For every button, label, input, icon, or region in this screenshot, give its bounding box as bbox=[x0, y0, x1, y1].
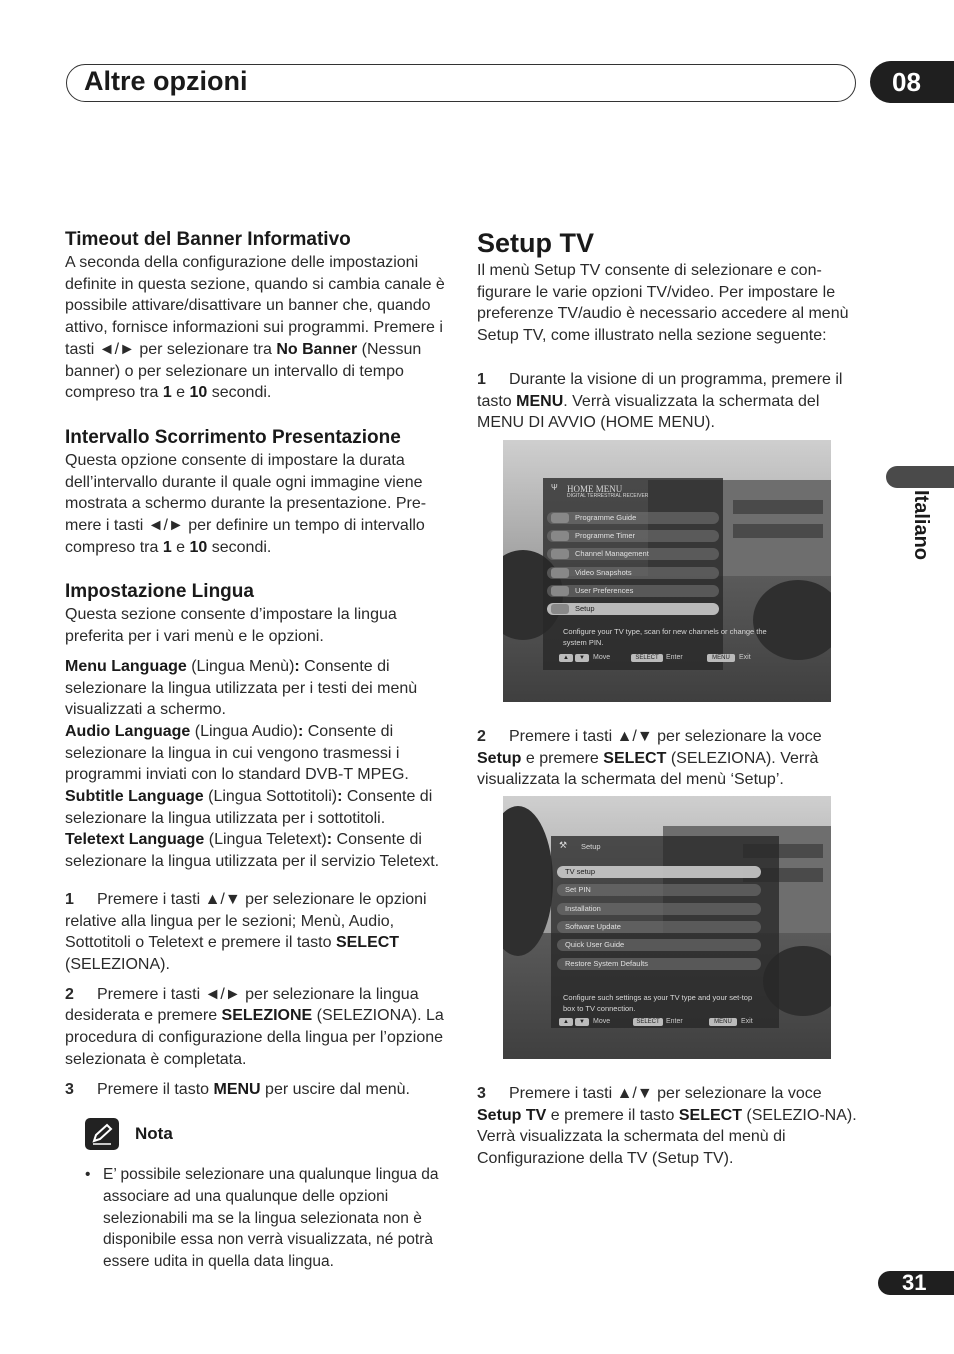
menu-item-user-preferences[interactable]: User Preferences bbox=[547, 585, 719, 597]
section-title-slideshow-interval: Intervallo Scorrimento Presentazione bbox=[65, 426, 401, 448]
language-side-label: Italiano bbox=[910, 490, 932, 561]
note-label: Nota bbox=[135, 1124, 173, 1144]
subtitle-language-item: Subtitle Language (Lingua Sottotitoli): Consente di selezionare la lingua utilizzata per i sottotitoli. bbox=[65, 788, 433, 827]
user-icon bbox=[551, 586, 569, 596]
menu-language-item: Menu Language (Lingua Menù): Consente di selezionare la lingua utilizzata per i testi dei menù visualizzati a schermo. bbox=[65, 657, 418, 719]
snapshot-icon bbox=[551, 568, 569, 578]
setup-icon bbox=[551, 604, 569, 614]
menu-item-programme-timer[interactable]: Programme Timer bbox=[547, 530, 719, 542]
language-step-2: 2 Premere i tasti ◄/► per selezionare la lingua desiderata e premere SELEZIONE (SELEZIONA). La procedura di configurazione della lingua per l’opzione selezionata è completata. bbox=[65, 985, 444, 1068]
note-pencil-icon bbox=[85, 1118, 119, 1150]
building-window bbox=[733, 524, 823, 538]
teletext-language-item: Teletext Language (Lingua Teletext): Consente di selezionare la lingua utilizzata per il servizio Teletext. bbox=[65, 831, 440, 871]
select-key: SELECT bbox=[631, 654, 663, 662]
section-title-language: Impostazione Lingua bbox=[65, 581, 254, 603]
page-title: Altre opzioni bbox=[84, 66, 248, 96]
note-header bbox=[65, 1116, 450, 1160]
setup-item-software-update[interactable]: Software Update bbox=[557, 921, 761, 933]
home-menu-title: HOME MENU bbox=[567, 484, 623, 494]
exit-label: Exit bbox=[741, 1018, 753, 1025]
section-title-setup-tv: Setup TV bbox=[477, 228, 595, 258]
down-key-icon: ▼ bbox=[575, 1018, 589, 1026]
home-menu-subtitle: DIGITAL TERRESTRIAL RECEIVER bbox=[567, 493, 649, 499]
audio-language-item: Audio Language (Lingua Audio): Consente di selezionare la lingua in cui vengono trasmessi i programmi inviati con lo standard DVB-T MPEG. bbox=[65, 722, 409, 784]
building-window bbox=[733, 500, 823, 514]
section-title-banner-timeout: Timeout del Banner Informativo bbox=[65, 229, 351, 250]
language-step-3: 3 Premere il tasto MENU per uscire dal menù. bbox=[65, 1080, 410, 1098]
left-column bbox=[65, 228, 450, 1273]
language-intro: Questa sezione consente d’impostare la lingua preferita per i vari menù e le opzioni. bbox=[65, 606, 397, 646]
banner-timeout-text: A seconda della configurazione delle impostazioni definite in questa sezione, quando si cambia canale è possibile attivare/disattivare un banner che, quando attivo, fornisce informazioni sui programmi. Premere i tasti ◄/► per selezionare tra No Banner (Nessun banner) o per selezionare un intervallo di tempo compreso tra 1 e 10 secondi. bbox=[65, 254, 445, 402]
menu-key: MENU bbox=[707, 654, 735, 662]
bullet-dot-icon: • bbox=[85, 1166, 91, 1184]
move-label: Move bbox=[593, 654, 611, 661]
up-key-icon: ▲ bbox=[559, 1018, 573, 1026]
up-key-icon: ▲ bbox=[559, 654, 573, 662]
enter-label: Enter bbox=[666, 1018, 683, 1025]
setup-item-restore-defaults[interactable]: Restore System Defaults bbox=[557, 958, 761, 970]
menu-item-video-snapshots[interactable]: Video Snapshots bbox=[547, 567, 719, 579]
setup-step-1: 1 Durante la visione di un programma, premere il tasto MENU. Verrà visualizzata la schermata del MENU DI AVVIO (HOME MENU). bbox=[477, 370, 843, 432]
home-menu-help-text: Configure your TV type, scan for new channels or change the system PIN. bbox=[563, 627, 767, 647]
setup-menu-screenshot bbox=[503, 796, 831, 1059]
select-key: SELECT bbox=[633, 1018, 663, 1026]
setup-step-2: 2 Premere i tasti ▲/▼ per selezionare la voce Setup e premere SELECT (SELEZIONA). Verrà visualizzata la schermata del menù ‘Setup’. bbox=[477, 728, 822, 789]
enter-label: Enter bbox=[666, 654, 683, 661]
setup-item-set-pin[interactable]: Set PIN bbox=[557, 884, 761, 896]
note-bullet: • E’ possibile selezionare una qualunque lingua da associare ad una qualunque delle opzioni selezionabili ma se la lingua selezionata non è disponibile essa non verrà visualizzata, né potrà essere udita in quella data lingua. bbox=[85, 1166, 439, 1271]
timer-icon bbox=[551, 531, 569, 541]
screen-logo-icon: Ψ bbox=[551, 483, 558, 492]
chapter-number-badge: 08 bbox=[870, 61, 954, 103]
setup-step-3: 3 Premere i tasti ▲/▼ per selezionare la voce Setup TV e premere il tasto SELECT (SELEZIO-NA). Verrà visualizzata la schermata del menù di Configurazione della TV (Setup TV). bbox=[477, 1085, 857, 1168]
right-column bbox=[477, 226, 857, 434]
setup-item-quick-user-guide[interactable]: Quick User Guide bbox=[557, 939, 761, 951]
move-label: Move bbox=[593, 1018, 611, 1025]
setup-item-tv-setup[interactable]: TV setup bbox=[557, 866, 761, 878]
setup-help-text: Configure such settings as your TV type and your set-top box to TV connection. bbox=[563, 993, 753, 1013]
language-tab-marker bbox=[886, 466, 954, 488]
slideshow-interval-text: Questa opzione consente di impostare la durata dell’intervallo durante il quale ogni immagine viene mostrata a schermo durante la presentazione. Pre-mere i tasti ◄/► per definire un tempo di intervallo compreso tra 1 e 10 secondi. bbox=[65, 451, 427, 556]
setup-menu-title: Setup bbox=[581, 842, 601, 851]
down-key-icon: ▼ bbox=[575, 654, 589, 662]
page-number: 31 bbox=[878, 1271, 954, 1295]
menu-item-programme-guide[interactable]: Programme Guide bbox=[547, 512, 719, 524]
setup-wrench-icon: ⚒ bbox=[559, 840, 568, 850]
exit-label: Exit bbox=[739, 654, 751, 661]
guide-icon bbox=[551, 513, 569, 523]
channel-icon bbox=[551, 549, 569, 559]
language-step-1: 1 Premere i tasti ▲/▼ per selezionare le opzioni relative alla lingua per le sezioni; Menù, Audio, Sottotitoli o Teletext e premere il tasto SELECT (SELEZIONA). bbox=[65, 890, 427, 973]
setup-item-installation[interactable]: Installation bbox=[557, 903, 761, 915]
menu-item-setup[interactable]: Setup bbox=[547, 603, 719, 615]
setup-tv-intro: Il menù Setup TV consente di selezionare e con-figurare le varie opzioni TV/video. Per impostare le preferenze TV/audio è necessario accedere al menù Setup TV, come illustrato nella sezione seguente: bbox=[477, 262, 849, 345]
menu-item-channel-management[interactable]: Channel Management bbox=[547, 548, 719, 560]
home-menu-screenshot bbox=[503, 440, 831, 702]
menu-key: MENU bbox=[709, 1018, 737, 1026]
